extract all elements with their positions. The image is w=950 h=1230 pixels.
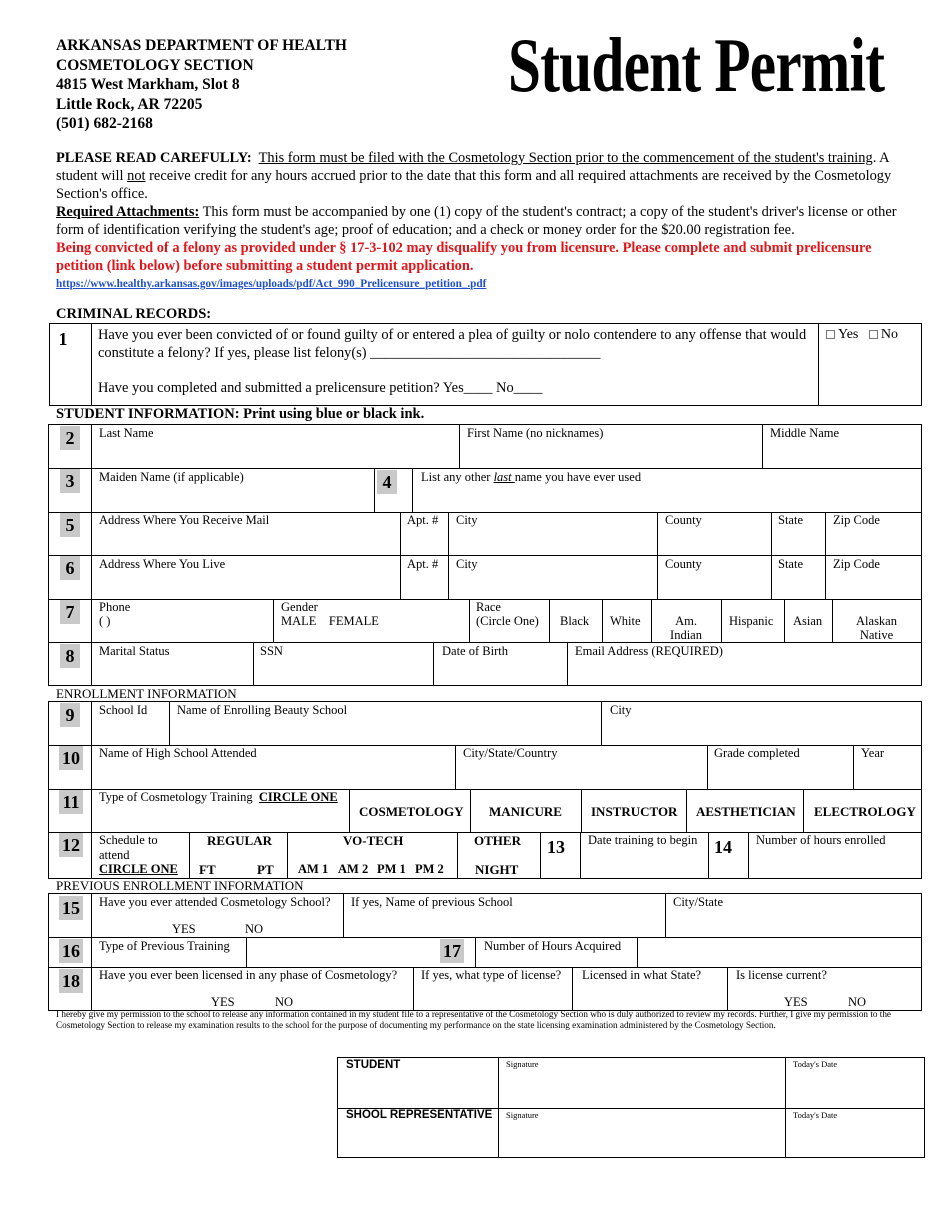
circle-one-label: CIRCLE ONE [99, 862, 178, 876]
no-checkbox[interactable] [869, 330, 878, 339]
live-apt-field[interactable]: Apt. # [407, 557, 439, 571]
item-number: 13 [547, 837, 565, 857]
race-instruction: (Circle One) [476, 614, 539, 628]
schedule-label [99, 833, 178, 877]
high-school-location-field[interactable]: City/State/Country [463, 746, 558, 760]
mail-county-field[interactable]: County [665, 513, 702, 527]
item-number: 7 [60, 600, 80, 624]
live-address-field[interactable]: Address Where You Live [99, 557, 226, 571]
live-zip-field[interactable]: Zip Code [833, 557, 880, 571]
race-black[interactable]: Black [560, 614, 590, 628]
release-disclaimer: I hereby give my permission to the school to release any information contained in my student file to a representative of the Cosmetology Section who is duly authorized to review my records. Further, I give my permission to the Cosmetology Section to release my examination results to the school for the purpose of documenting my performance on the state licensing examination administered by the Cosmetology Section. [56, 1009, 891, 1031]
school-city-field[interactable]: City [610, 703, 632, 717]
option-aesthetician[interactable]: AESTHETICIAN [696, 804, 796, 819]
agency-line: (501) 682-2168 [56, 115, 153, 133]
please-read-paragraph [56, 149, 910, 203]
race-alaskan-native[interactable] [832, 614, 921, 642]
student-info-grid [48, 424, 922, 686]
gender-label: Gender [281, 600, 318, 614]
student-date-field[interactable]: Today's Date [793, 1059, 838, 1069]
enrollment-heading: ENROLLMENT INFORMATION [56, 686, 237, 701]
race-label [476, 600, 539, 628]
item-number: 12 [59, 833, 83, 857]
item-number: 9 [60, 703, 80, 727]
agency-line: 4815 West Markham, Slot 8 [56, 76, 240, 94]
petition-link[interactable]: https://www.healthy.arkansas.gov/images/uploads/pdf/Act_990_Prelicensure_petition_.pdf [56, 278, 487, 290]
yes-checkbox[interactable] [826, 330, 835, 339]
gender-field[interactable] [281, 600, 379, 628]
please-read-text: receive credit for any hours accrued prior to the date that this form and all required attachments are received by the Cosmetology Section's office. [56, 168, 892, 202]
last-emphasis: last [493, 470, 515, 484]
license-current-label: Is license current? [736, 968, 827, 982]
high-school-field[interactable]: Name of High School Attended [99, 746, 257, 760]
native-label: Native [859, 628, 894, 642]
felony-yes-no[interactable] [826, 327, 898, 343]
criminal-records-heading: CRIMINAL RECORDS: [56, 306, 212, 322]
please-read-underlined: This form must be filed with the Cosmetology Section prior to the commencement of the student's training [258, 150, 873, 166]
school-rep-signature-field[interactable]: Signature [506, 1110, 539, 1120]
item-number: 17 [440, 939, 464, 963]
email-field[interactable]: Email Address (REQUIRED) [575, 644, 723, 658]
option-manicure[interactable]: MANICURE [489, 804, 562, 819]
ssn-field[interactable]: SSN [260, 644, 283, 658]
not-emphasis: not [127, 168, 146, 184]
signature-block [337, 1057, 925, 1158]
hours-acquired-field[interactable]: Number of Hours Acquired [484, 939, 622, 953]
item-number: 2 [60, 426, 80, 450]
first-name-field[interactable]: First Name (no nicknames) [467, 426, 604, 440]
attended-question: Have you ever attended Cosmetology School? [99, 895, 331, 909]
schedule-text: attend [99, 847, 130, 862]
schedule-other[interactable]: OTHER [474, 833, 521, 848]
schedule-am2[interactable]: AM 2 [338, 862, 369, 876]
gender-male[interactable]: MALE [281, 614, 317, 628]
schedule-votech[interactable]: VO-TECH [343, 833, 404, 848]
item-number: 18 [59, 969, 83, 993]
instructions [56, 149, 910, 293]
licensed-question: Have you ever been licensed in any phase of Cosmetology? [99, 968, 398, 982]
live-county-field[interactable]: County [665, 557, 702, 571]
previous-school-field[interactable]: If yes, Name of previous School [351, 895, 513, 909]
page-title: Student Permit [508, 22, 885, 108]
training-type-text: Type of Cosmetology Training [99, 790, 253, 804]
gender-female[interactable]: FEMALE [328, 614, 379, 628]
schedule-text: Schedule to [99, 833, 158, 847]
student-role: STUDENT [346, 1059, 401, 1071]
license-current-yes[interactable]: YES [784, 995, 808, 1009]
indian-label: Indian [670, 628, 702, 642]
please-read-text: . A student will [56, 150, 889, 184]
petition-question[interactable]: Have you completed and submitted a prelicensure petition? Yes____ No____ [98, 380, 543, 396]
licensed-no[interactable]: NO [275, 995, 294, 1009]
agency-line: ARKANSAS DEPARTMENT OF HEALTH [56, 37, 347, 54]
phone-field[interactable] [99, 600, 130, 628]
schedule-pm2[interactable]: PM 2 [415, 862, 444, 876]
item-number: 3 [60, 469, 80, 493]
mail-city-field[interactable]: City [456, 513, 478, 527]
item-number: 8 [60, 644, 80, 668]
schedule-pm1[interactable]: PM 1 [377, 862, 406, 876]
student-info-heading: STUDENT INFORMATION: Print using blue or black ink. [56, 406, 425, 422]
required-attachments-paragraph [56, 203, 910, 239]
previous-training-field[interactable]: Type of Previous Training [99, 939, 230, 953]
race-am-indian[interactable] [651, 614, 721, 642]
schedule-regular[interactable]: REGULAR [207, 833, 273, 848]
school-id-field[interactable]: School Id [99, 703, 148, 717]
live-city-field[interactable]: City [456, 557, 478, 571]
race-asian[interactable]: Asian [793, 614, 823, 628]
race-title: Race [476, 600, 501, 614]
item-number: 15 [59, 896, 83, 920]
schedule-night[interactable]: NIGHT [475, 862, 519, 877]
school-rep-date-field[interactable]: Today's Date [793, 1110, 838, 1120]
schedule-pt[interactable]: PT [257, 862, 274, 877]
last-name-field[interactable]: Last Name [99, 426, 154, 440]
mail-apt-field[interactable]: Apt. # [407, 513, 439, 527]
date-begin-field[interactable]: Date training to begin [588, 833, 698, 847]
item-number: 5 [60, 513, 80, 537]
schedule-ft[interactable]: FT [199, 862, 216, 877]
other-last-text: List any other [421, 470, 494, 484]
option-electrology[interactable]: ELECTROLOGY [814, 804, 916, 819]
alaskan-label: Alaskan [856, 614, 897, 628]
option-instructor[interactable]: INSTRUCTOR [591, 804, 678, 819]
license-type-field[interactable]: If yes, what type of license? [421, 968, 562, 982]
required-label: Required Attachments: [56, 204, 200, 220]
race-hispanic[interactable]: Hispanic [729, 614, 774, 628]
agency-line: COSMETOLOGY SECTION [56, 56, 254, 74]
attended-no[interactable]: NO [245, 922, 264, 936]
phone-area-code: ( ) [99, 614, 111, 628]
circle-one-label: CIRCLE ONE [258, 790, 338, 804]
previous-city-state-field[interactable]: City/State [673, 895, 723, 909]
mail-zip-field[interactable]: Zip Code [833, 513, 880, 527]
live-state-field[interactable]: State [778, 557, 803, 571]
middle-name-field[interactable]: Middle Name [770, 426, 840, 440]
am-label: Am. [675, 614, 697, 628]
item-number: 4 [377, 470, 397, 494]
schedule-am1[interactable]: AM 1 [298, 862, 329, 876]
please-read-label: PLEASE READ CAREFULLY: [56, 150, 252, 166]
maiden-name-field[interactable]: Maiden Name (if applicable) [99, 470, 244, 484]
criminal-records-box [49, 323, 922, 406]
phone-label: Phone [99, 600, 131, 614]
previous-enrollment-grid [48, 893, 922, 1011]
mail-state-field[interactable]: State [778, 513, 803, 527]
felony-warning: Being convicted of a felony as provided under § 17-3-102 may disqualify you from licensure. Please complete and submit prelicensure petition (link below) before submitting a student permit application. [56, 240, 872, 274]
agency-line: Little Rock, AR 72205 [56, 95, 203, 113]
mail-address-field[interactable]: Address Where You Receive Mail [99, 513, 270, 527]
licensed-yes[interactable]: YES [211, 995, 235, 1009]
item-number: 10 [59, 746, 83, 770]
item-number: 11 [59, 790, 83, 814]
other-last-text: name you have ever used [514, 470, 642, 484]
student-signature-field[interactable]: Signature [506, 1059, 539, 1069]
school-name-field[interactable]: Name of Enrolling Beauty School [177, 703, 348, 717]
year-field[interactable]: Year [861, 746, 885, 760]
previous-enrollment-heading: PREVIOUS ENROLLMENT INFORMATION [56, 878, 304, 893]
yes-label: Yes [838, 327, 859, 342]
grade-completed-field[interactable]: Grade completed [714, 746, 800, 760]
option-cosmetology[interactable]: COSMETOLOGY [359, 804, 464, 819]
training-type-label [99, 790, 338, 805]
dob-field[interactable]: Date of Birth [442, 644, 508, 658]
attended-yes[interactable]: YES [172, 922, 196, 936]
hours-enrolled-field[interactable]: Number of hours enrolled [756, 833, 886, 847]
felony-question: Have you ever been convicted of or found guilty of or entered a plea of guilty or nolo contendere to any offense that would constitute a felony? If yes, please list felony(s) ________________________________ [98, 327, 807, 361]
other-last-name-field[interactable] [421, 470, 641, 485]
required-text: This form must be accompanied by one (1) copy of the student's contract; a copy of the student's driver's license or other form of identification verifying the student's age; proof of education; and a check or money order for the $20.00 registration fee. [56, 204, 897, 238]
item-number: 6 [60, 556, 80, 580]
no-label: No [880, 327, 898, 342]
marital-status-field[interactable]: Marital Status [99, 644, 170, 658]
license-current-no[interactable]: NO [848, 995, 867, 1009]
license-state-field[interactable]: Licensed in what State? [582, 968, 702, 982]
item-number: 14 [714, 837, 732, 857]
item-number: 16 [59, 939, 83, 963]
enrollment-grid [48, 701, 922, 879]
agency-address [56, 36, 347, 134]
item-number: 1 [58, 329, 68, 349]
race-white[interactable]: White [610, 614, 641, 628]
school-rep-role: SHOOL REPRESENTATIVE [346, 1109, 493, 1121]
